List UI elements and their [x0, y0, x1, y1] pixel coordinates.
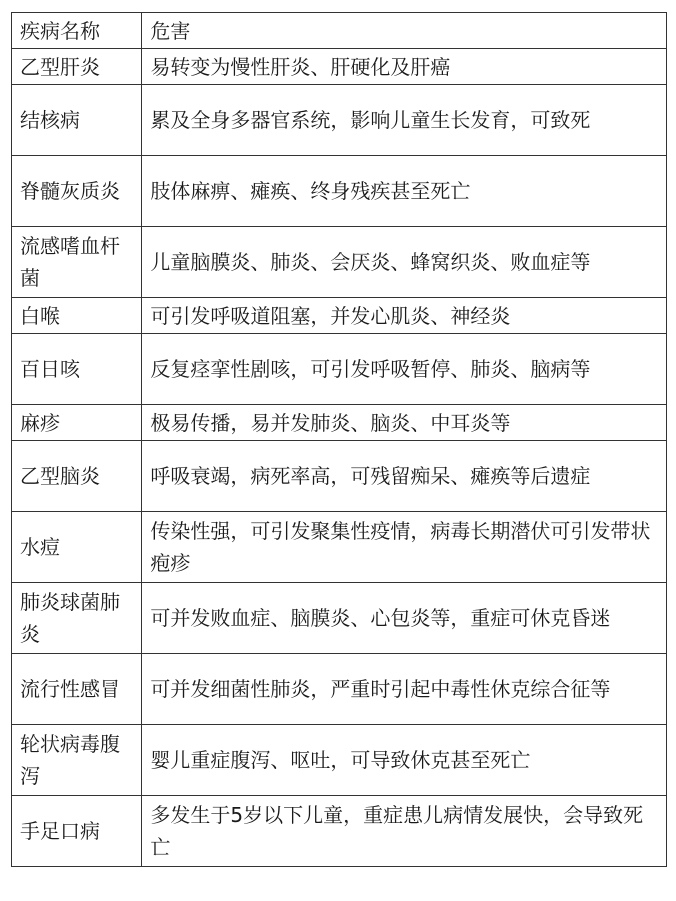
table-row	[12, 796, 667, 867]
header-harm-cell: 危害	[142, 13, 667, 49]
harm-description-cell: 可并发细菌性肺炎，严重时引起中毒性休克综合征等	[142, 654, 667, 725]
table-row	[12, 405, 667, 441]
harm-description-cell: 可引发呼吸道阻塞，并发心肌炎、神经炎	[142, 298, 667, 334]
harm-description-cell: 儿童脑膜炎、肺炎、会厌炎、蜂窝织炎、败血症等	[142, 227, 667, 298]
header-disease-cell: 疾病名称	[12, 13, 142, 49]
table-header-row	[12, 13, 667, 49]
table-row	[12, 441, 667, 512]
disease-name-cell: 手足口病	[12, 796, 142, 867]
disease-name-cell: 百日咳	[12, 334, 142, 405]
harm-description-cell: 婴儿重症腹泻、呕吐，可导致休克甚至死亡	[142, 725, 667, 796]
harm-description-cell: 累及全身多器官系统，影响儿童生长发育，可致死	[142, 85, 667, 156]
table-row	[12, 49, 667, 85]
table-row	[12, 725, 667, 796]
table-row	[12, 512, 667, 583]
disease-name-cell: 水痘	[12, 512, 142, 583]
harm-description-cell: 肢体麻痹、瘫痪、终身残疾甚至死亡	[142, 156, 667, 227]
disease-name-cell: 流行性感冒	[12, 654, 142, 725]
table-body	[12, 13, 667, 867]
disease-harm-table	[11, 12, 667, 867]
harm-description-cell: 可并发败血症、脑膜炎、心包炎等，重症可休克昏迷	[142, 583, 667, 654]
disease-name-cell: 脊髓灰质炎	[12, 156, 142, 227]
disease-name-cell: 白喉	[12, 298, 142, 334]
disease-name-cell: 肺炎球菌肺炎	[12, 583, 142, 654]
harm-description-cell: 传染性强，可引发聚集性疫情，病毒长期潜伏可引发带状疱疹	[142, 512, 667, 583]
harm-description-cell: 多发生于5岁以下儿童，重症患儿病情发展快，会导致死亡	[142, 796, 667, 867]
disease-name-cell: 轮状病毒腹泻	[12, 725, 142, 796]
harm-description-cell: 易转变为慢性肝炎、肝硬化及肝癌	[142, 49, 667, 85]
table-row	[12, 227, 667, 298]
disease-name-cell: 乙型脑炎	[12, 441, 142, 512]
table-row	[12, 334, 667, 405]
harm-description-cell: 极易传播，易并发肺炎、脑炎、中耳炎等	[142, 405, 667, 441]
harm-description-cell: 反复痉挛性剧咳，可引发呼吸暂停、肺炎、脑病等	[142, 334, 667, 405]
disease-name-cell: 结核病	[12, 85, 142, 156]
table-row	[12, 298, 667, 334]
table-row	[12, 156, 667, 227]
disease-name-cell: 麻疹	[12, 405, 142, 441]
disease-name-cell: 乙型肝炎	[12, 49, 142, 85]
table-row	[12, 85, 667, 156]
table-row	[12, 583, 667, 654]
disease-name-cell: 流感嗜血杆菌	[12, 227, 142, 298]
harm-description-cell: 呼吸衰竭，病死率高，可残留痴呆、瘫痪等后遗症	[142, 441, 667, 512]
table-row	[12, 654, 667, 725]
